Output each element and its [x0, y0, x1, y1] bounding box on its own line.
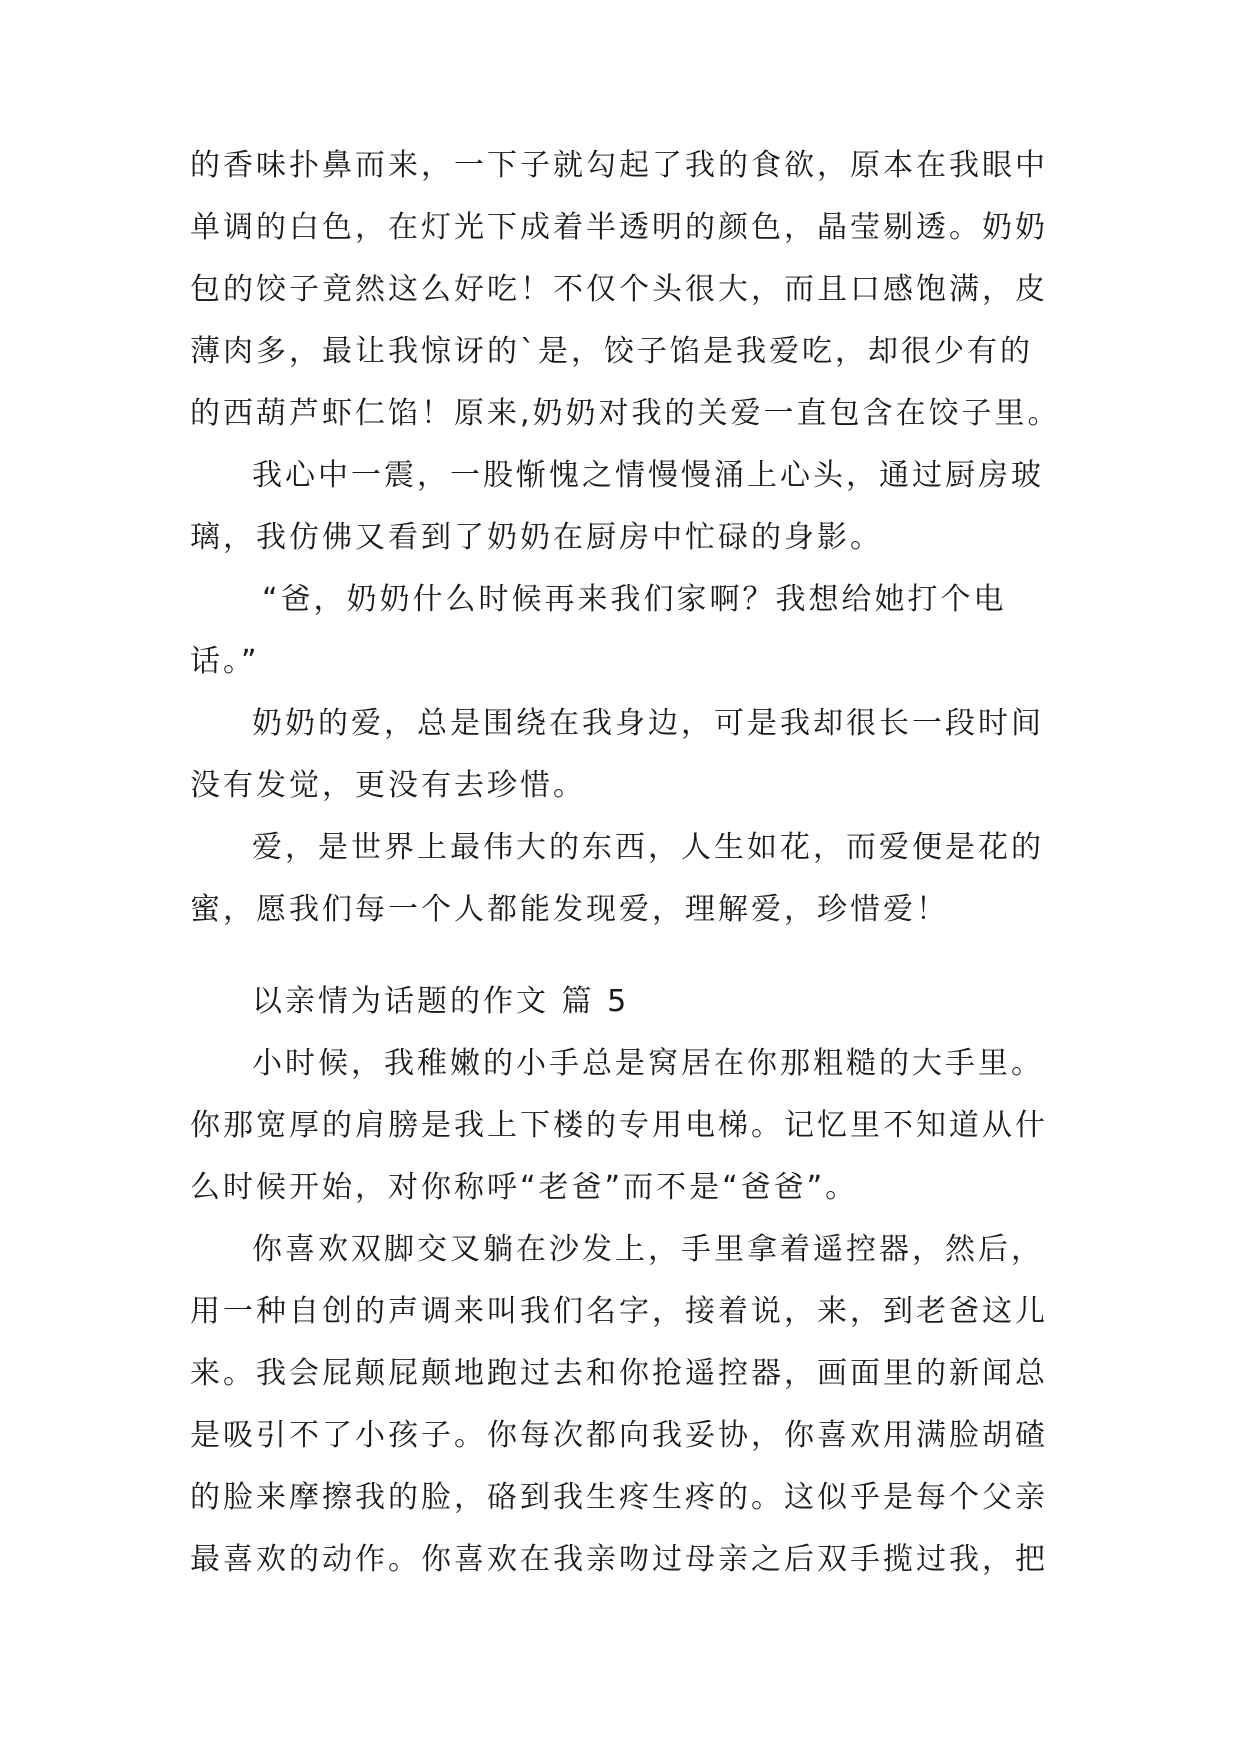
text-line: 的脸来摩擦我的脸，硌到我生疼生疼的。这似乎是每个父亲 — [190, 1480, 1048, 1515]
text-line: 没有发觉，更没有去珍惜。 — [190, 768, 586, 803]
text-line: 奶奶的爱，总是围绕在我身边，可是我却很长一段时间 — [252, 706, 1044, 741]
text-line: 我心中一震，一股惭愧之情慢慢涌上心头，通过厨房玻 — [252, 458, 1044, 493]
text-line: 最喜欢的动作。你喜欢在我亲吻过母亲之后双手揽过我，把 — [190, 1542, 1048, 1577]
text-line: 蜜，愿我们每一个人都能发现爱，理解爱，珍惜爱！ — [190, 892, 949, 927]
text-line: 爱，是世界上最伟大的东西，人生如花，而爱便是花的 — [252, 830, 1044, 865]
text-line: 你那宽厚的肩膀是我上下楼的专用电梯。记忆里不知道从什 — [190, 1108, 1048, 1143]
text-line: 是吸引不了小孩子。你每次都向我妥协，你喜欢用满脸胡碴 — [190, 1418, 1048, 1453]
text-line: “爸，奶奶什么时候再来我们家啊？我想给她打个电 — [262, 582, 1007, 617]
text-line: 包的饺子竟然这么好吃！不仅个头很大，而且口感饱满，皮 — [190, 272, 1048, 307]
section-heading: 以亲情为话题的作文 篇 5 — [252, 984, 630, 1019]
text-line: 薄肉多，最让我惊讶的`是，饺子馅是我爱吃，却很少有的 — [190, 334, 1033, 369]
text-line: 来。我会屁颠屁颠地跑过去和你抢遥控器，画面里的新闻总 — [190, 1356, 1048, 1391]
text-line: 的西葫芦虾仁馅！原来,奶奶对我的关爱一直包含在饺子里。 — [190, 396, 1061, 431]
text-line: 单调的白色，在灯光下成着半透明的颜色，晶莹剔透。奶奶 — [190, 210, 1048, 245]
text-line: 么时候开始，对你称呼“老爸”而不是“爸爸”。 — [190, 1170, 859, 1205]
text-line: 用一种自创的声调来叫我们名字，接着说，来，到老爸这儿 — [190, 1294, 1048, 1329]
text-line: 璃，我仿佛又看到了奶奶在厨房中忙碌的身影。 — [190, 520, 883, 555]
text-line: 的香味扑鼻而来，一下子就勾起了我的食欲，原本在我眼中 — [190, 148, 1048, 183]
text-line: 小时候，我稚嫩的小手总是窝居在你那粗糙的大手里。 — [252, 1046, 1044, 1081]
text-line: 话。” — [190, 644, 260, 679]
text-line: 你喜欢双脚交叉躺在沙发上，手里拿着遥控器，然后， — [252, 1232, 1044, 1267]
